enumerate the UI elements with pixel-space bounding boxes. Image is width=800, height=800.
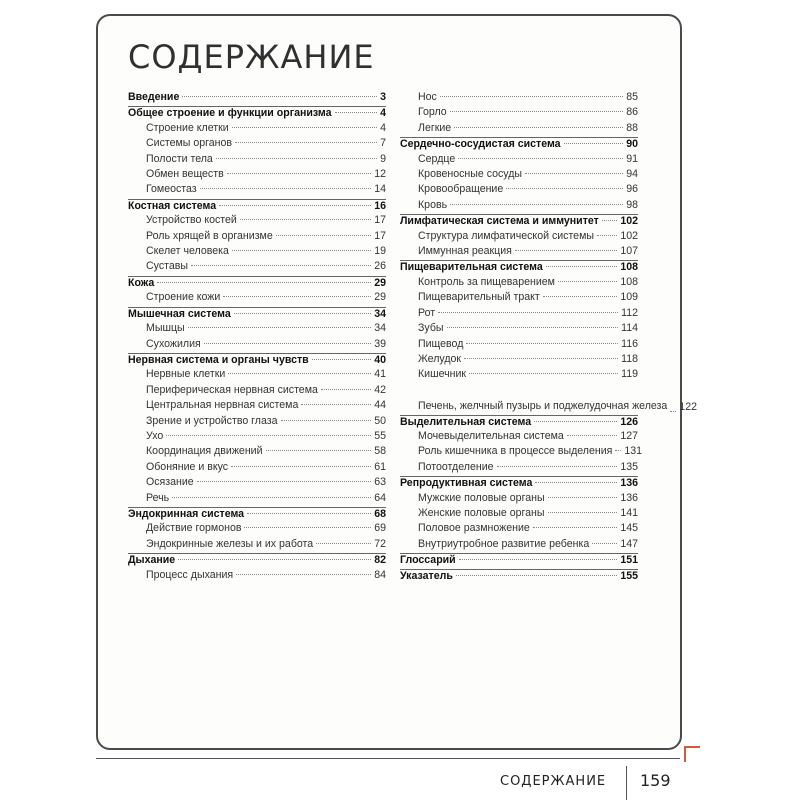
toc-entry-page-number: 122 xyxy=(679,401,697,414)
toc-subsection-entry[interactable] xyxy=(400,307,638,322)
toc-section-entry[interactable] xyxy=(128,276,386,291)
toc-entry-page-number: 112 xyxy=(621,306,638,319)
toc-entry-title: Сухожилия xyxy=(146,337,201,350)
dot-leader xyxy=(497,466,618,467)
toc-entry-page-number: 151 xyxy=(620,554,638,567)
dot-leader xyxy=(469,373,618,374)
toc-entry-title: Мужские половые органы xyxy=(418,491,545,504)
toc-entry-page-number: 126 xyxy=(620,415,638,428)
toc-section-entry[interactable] xyxy=(128,307,386,322)
page-title: СОДЕРЖАНИЕ xyxy=(128,38,375,76)
toc-entry-page-number: 29 xyxy=(374,276,386,289)
dot-leader xyxy=(535,482,617,483)
toc-entry-title: Печень, желчный пузырь и поджелудочная железа xyxy=(418,400,668,413)
toc-entry-title: Процесс дыхания xyxy=(146,568,234,581)
toc-subsection-entry[interactable] xyxy=(400,538,638,553)
toc-entry-page-number: 9 xyxy=(380,152,386,165)
toc-entry-page-number: 72 xyxy=(374,537,386,550)
toc-section-entry[interactable] xyxy=(128,553,386,568)
toc-entry-page-number: 42 xyxy=(374,383,386,396)
toc-entry-title: Роль кишечника в процессе выделения xyxy=(418,445,613,458)
toc-section-entry[interactable] xyxy=(400,553,638,568)
toc-entry-page-number: 135 xyxy=(620,460,638,473)
toc-entry-title: Общее строение и функции организма xyxy=(128,107,332,120)
toc-subsection-entry[interactable] xyxy=(400,106,638,121)
toc-entry-title: Глоссарий xyxy=(400,554,456,567)
toc-entry-title: Легкие xyxy=(418,121,452,134)
toc-entry-title: Кровообращение xyxy=(418,183,504,196)
toc-entry-title: Устройство костей xyxy=(146,214,237,227)
toc-section-entry[interactable] xyxy=(400,569,638,584)
toc-entry-page-number: 155 xyxy=(620,569,638,582)
toc-entry-page-number: 119 xyxy=(621,368,638,381)
dot-leader xyxy=(244,527,371,528)
dot-leader xyxy=(670,411,676,412)
toc-subsection-entry[interactable] xyxy=(400,384,697,415)
dot-leader xyxy=(166,435,371,436)
toc-entry-title: Костная система xyxy=(128,199,217,212)
toc-entry-page-number: 116 xyxy=(621,337,638,350)
toc-entry-title: Строение кожи xyxy=(146,291,221,304)
toc-entry-page-number: 14 xyxy=(374,183,386,196)
toc-entry-title: Репродуктивная система xyxy=(400,477,533,490)
toc-subsection-entry[interactable] xyxy=(128,245,386,260)
toc-section-entry[interactable] xyxy=(128,507,386,522)
toc-entry-title: Пищеварительная система xyxy=(400,261,543,274)
toc-subsection-entry[interactable] xyxy=(128,522,386,537)
footer-page-number: 159 xyxy=(640,771,671,790)
toc-entry-title: Центральная нервная система xyxy=(146,399,299,412)
toc-entry-title: Нос xyxy=(418,91,437,103)
toc-entry-page-number: 136 xyxy=(620,477,638,490)
toc-entry-title: Обмен веществ xyxy=(146,168,224,181)
dot-leader xyxy=(438,312,618,313)
toc-subsection-entry[interactable] xyxy=(400,91,638,106)
toc-entry-page-number: 141 xyxy=(620,506,638,519)
toc-entry-title: Нервная система и органы чувств xyxy=(128,353,309,366)
toc-section-entry[interactable] xyxy=(128,199,386,214)
toc-subsection-entry[interactable] xyxy=(128,214,386,229)
toc-subsection-entry[interactable] xyxy=(400,461,638,476)
toc-entry-page-number: 118 xyxy=(621,352,638,365)
toc-entry-page-number: 17 xyxy=(374,214,386,227)
toc-subsection-entry[interactable] xyxy=(400,338,638,353)
toc-entry-page-number: 58 xyxy=(374,445,386,458)
toc-entry-page-number: 86 xyxy=(626,106,638,119)
toc-subsection-entry[interactable] xyxy=(128,137,386,152)
toc-subsection-entry[interactable] xyxy=(400,368,638,383)
toc-subsection-entry[interactable] xyxy=(128,476,386,491)
toc-subsection-entry[interactable] xyxy=(128,538,386,553)
dot-leader xyxy=(450,204,623,205)
toc-subsection-entry[interactable] xyxy=(128,230,386,245)
toc-entry-title: Осязание xyxy=(146,476,194,489)
dot-leader xyxy=(234,313,371,314)
dot-leader xyxy=(459,559,618,560)
dot-leader xyxy=(232,127,377,128)
toc-subsection-entry[interactable] xyxy=(128,260,386,275)
dot-leader xyxy=(592,543,617,544)
toc-entry-page-number: 34 xyxy=(374,307,386,320)
toc-entry-title: Контроль за пищеварением xyxy=(418,275,555,288)
corner-accent-mark-vertical xyxy=(684,748,686,762)
toc-entry-title: Действие гормонов xyxy=(146,522,242,535)
toc-entry-page-number: 82 xyxy=(374,554,386,567)
dot-leader xyxy=(235,142,377,143)
toc-entry-title: Пищеварительный тракт xyxy=(418,291,540,304)
toc-entry-title: Ухо xyxy=(146,429,164,442)
toc-subsection-entry[interactable] xyxy=(128,338,386,353)
toc-subsection-entry[interactable] xyxy=(128,430,386,445)
toc-entry-title: Пищевод xyxy=(418,337,464,350)
toc-section-entry[interactable] xyxy=(400,214,638,229)
toc-entry-title: Кожа xyxy=(128,276,155,289)
toc-entry-title: Строение клетки xyxy=(146,121,229,134)
dot-leader xyxy=(197,481,372,482)
toc-subsection-entry[interactable] xyxy=(400,291,638,306)
toc-entry-page-number: 55 xyxy=(374,429,386,442)
toc-column-left xyxy=(128,91,386,584)
toc-entry-title: Дыхание xyxy=(128,554,176,567)
toc-section-entry[interactable] xyxy=(128,91,386,106)
toc-subsection-entry[interactable] xyxy=(400,445,643,460)
toc-entry-title: Гомеостаз xyxy=(146,183,197,196)
toc-entry-page-number: 147 xyxy=(620,537,638,550)
toc-entry-page-number: 90 xyxy=(626,138,638,151)
dot-leader xyxy=(188,327,372,328)
toc-entry-title: Речь xyxy=(146,491,170,504)
toc-entry-title: Мочевыделительная система xyxy=(418,429,564,442)
toc-entry-title: Горло xyxy=(418,106,447,119)
toc-entry-page-number: 4 xyxy=(380,121,386,134)
toc-entry-page-number: 4 xyxy=(380,107,386,120)
toc-entry-page-number: 96 xyxy=(626,183,638,196)
dot-leader xyxy=(525,173,623,174)
toc-entry-title: Рот xyxy=(418,306,436,319)
toc-subsection-entry[interactable] xyxy=(128,415,386,430)
dot-leader xyxy=(602,220,617,221)
dot-leader xyxy=(456,575,617,576)
toc-entry-title: Мышечная система xyxy=(128,307,231,320)
toc-entry-page-number: 145 xyxy=(620,522,638,535)
dot-leader xyxy=(615,450,621,451)
toc-section-entry[interactable] xyxy=(128,106,386,121)
toc-subsection-entry[interactable] xyxy=(128,153,386,168)
toc-entry-page-number: 68 xyxy=(374,507,386,520)
toc-subsection-entry[interactable] xyxy=(400,230,638,245)
toc-entry-title: Скелет человека xyxy=(146,245,229,258)
dot-leader xyxy=(558,281,617,282)
footer-section-title: СОДЕРЖАНИЕ xyxy=(500,774,607,789)
toc-column-right xyxy=(400,91,697,584)
toc-entry-page-number: 16 xyxy=(374,199,386,212)
toc-entry-title: Периферическая нервная система xyxy=(146,383,318,396)
dot-leader xyxy=(227,173,371,174)
toc-entry-title: Мышцы xyxy=(146,322,185,335)
toc-subsection-entry[interactable] xyxy=(400,153,638,168)
toc-entry-page-number: 7 xyxy=(380,137,386,150)
toc-section-entry[interactable] xyxy=(400,260,638,275)
dot-leader xyxy=(191,265,371,266)
toc-entry-page-number: 108 xyxy=(620,261,638,274)
dot-leader xyxy=(240,219,371,220)
dot-leader xyxy=(567,435,618,436)
toc-section-entry[interactable] xyxy=(400,137,638,152)
toc-entry-page-number: 69 xyxy=(374,522,386,535)
toc-entry-title: Полости тела xyxy=(146,152,213,165)
toc-entry-page-number: 12 xyxy=(374,168,386,181)
toc-subsection-entry[interactable] xyxy=(400,183,638,198)
dot-leader xyxy=(335,112,378,113)
dot-leader xyxy=(321,389,371,390)
toc-entry-page-number: 64 xyxy=(374,491,386,504)
toc-entry-title: Эндокринные железы и их работа xyxy=(146,537,314,550)
toc-entry-page-number: 114 xyxy=(621,322,638,335)
toc-subsection-entry[interactable] xyxy=(128,168,386,183)
toc-subsection-entry[interactable] xyxy=(400,122,638,137)
toc-entry-title: Выделительная система xyxy=(400,415,532,428)
toc-subsection-entry[interactable] xyxy=(400,353,638,368)
toc-subsection-entry[interactable] xyxy=(400,507,638,522)
dot-leader xyxy=(447,327,619,328)
toc-entry-title: Внутриутробное развитие ребенка xyxy=(418,537,590,550)
dot-leader xyxy=(548,512,618,513)
toc-subsection-entry[interactable] xyxy=(400,430,638,445)
toc-subsection-entry[interactable] xyxy=(400,492,638,507)
toc-entry-title: Роль хрящей в организме xyxy=(146,229,273,242)
dot-leader xyxy=(458,158,623,159)
toc-entry-page-number: 3 xyxy=(380,91,386,103)
dot-leader xyxy=(316,543,371,544)
dot-leader xyxy=(219,205,371,206)
toc-entry-page-number: 29 xyxy=(374,291,386,304)
footer-divider xyxy=(626,766,627,800)
dot-leader xyxy=(454,127,623,128)
dot-leader xyxy=(440,96,623,97)
toc-entry-title: Лимфатическая система и иммунитет xyxy=(400,215,599,228)
corner-accent-mark xyxy=(684,746,700,748)
toc-entry-title: Желудок xyxy=(418,352,462,365)
toc-subsection-entry[interactable] xyxy=(128,368,386,383)
toc-entry-page-number: 50 xyxy=(374,414,386,427)
toc-entry-title: Введение xyxy=(128,91,180,103)
toc-entry-title: Координация движений xyxy=(146,445,263,458)
toc-entry-title: Сердце xyxy=(418,152,456,165)
toc-subsection-entry[interactable] xyxy=(128,492,386,507)
toc-entry-page-number: 44 xyxy=(374,399,386,412)
dot-leader xyxy=(534,421,617,422)
dot-leader xyxy=(564,143,624,144)
toc-subsection-entry[interactable] xyxy=(400,199,638,214)
toc-entry-page-number: 61 xyxy=(374,460,386,473)
toc-entry-page-number: 102 xyxy=(620,229,638,242)
dot-leader xyxy=(597,235,617,236)
toc-entry-title: Указатель xyxy=(400,569,453,582)
toc-entry-title: Обоняние и вкус xyxy=(146,460,229,473)
toc-entry-page-number: 131 xyxy=(624,445,643,458)
toc-entry-page-number: 98 xyxy=(626,198,638,211)
toc-entry-page-number: 17 xyxy=(374,229,386,242)
dot-leader xyxy=(543,296,618,297)
dot-leader xyxy=(276,235,371,236)
dot-leader xyxy=(533,527,618,528)
toc-entry-page-number: 88 xyxy=(626,121,638,134)
toc-subsection-entry[interactable] xyxy=(400,322,638,337)
dot-leader xyxy=(546,266,618,267)
toc-entry-title: Системы органов xyxy=(146,137,233,150)
dot-leader xyxy=(247,513,371,514)
toc-entry-page-number: 85 xyxy=(626,91,638,103)
toc-entry-page-number: 84 xyxy=(374,568,386,581)
toc-entry-title: Кровеносные сосуды xyxy=(418,168,523,181)
dot-leader xyxy=(157,282,371,283)
toc-entry-title: Сердечно-сосудистая система xyxy=(400,138,561,151)
dot-leader xyxy=(281,420,372,421)
toc-entry-title: Иммунная реакция xyxy=(418,245,512,258)
toc-section-entry[interactable] xyxy=(400,415,638,430)
dot-leader xyxy=(312,359,372,360)
toc-entry-page-number: 136 xyxy=(620,491,638,504)
toc-entry-title: Потоотделение xyxy=(418,460,494,473)
dot-leader xyxy=(182,96,377,97)
toc-entry-page-number: 39 xyxy=(374,337,386,350)
toc-entry-page-number: 63 xyxy=(374,476,386,489)
toc-section-entry[interactable] xyxy=(400,476,638,491)
toc-entry-page-number: 102 xyxy=(620,215,638,228)
toc-subsection-entry[interactable] xyxy=(128,183,386,198)
dot-leader xyxy=(223,296,371,297)
dot-leader xyxy=(172,497,371,498)
toc-entry-page-number: 108 xyxy=(620,275,638,288)
toc-subsection-entry[interactable] xyxy=(400,168,638,183)
dot-leader xyxy=(200,188,372,189)
footer-rule xyxy=(96,758,680,759)
dot-leader xyxy=(228,373,371,374)
dot-leader xyxy=(548,497,618,498)
toc-subsection-entry[interactable] xyxy=(128,569,386,584)
dot-leader xyxy=(204,343,371,344)
toc-entry-title: Суставы xyxy=(146,260,188,273)
toc-subsection-entry[interactable] xyxy=(400,522,638,537)
toc-subsection-entry[interactable] xyxy=(128,461,386,476)
toc-entry-title: Эндокринная система xyxy=(128,507,245,520)
toc-subsection-entry[interactable] xyxy=(400,245,638,260)
toc-entry-page-number: 19 xyxy=(374,245,386,258)
dot-leader xyxy=(232,250,371,251)
dot-leader xyxy=(466,343,618,344)
dot-leader xyxy=(266,450,372,451)
toc-subsection-entry[interactable] xyxy=(128,445,386,460)
toc-entry-title: Кровь xyxy=(418,198,448,211)
toc-entry-page-number: 107 xyxy=(620,245,638,258)
toc-entry-page-number: 41 xyxy=(374,368,386,381)
toc-subsection-entry[interactable] xyxy=(128,399,386,414)
toc-subsection-entry[interactable] xyxy=(128,322,386,337)
toc-subsection-entry[interactable] xyxy=(128,291,386,306)
toc-entry-page-number: 40 xyxy=(374,353,386,366)
dot-leader xyxy=(231,466,371,467)
toc-entry-page-number: 91 xyxy=(626,152,638,165)
toc-entry-page-number: 34 xyxy=(374,322,386,335)
toc-subsection-entry[interactable] xyxy=(128,122,386,137)
dot-leader xyxy=(236,574,371,575)
toc-entry-title: Кишечник xyxy=(418,368,467,381)
toc-entry-page-number: 94 xyxy=(626,168,638,181)
toc-entry-title: Зрение и устройство глаза xyxy=(146,414,278,427)
toc-entry-page-number: 26 xyxy=(374,260,386,273)
toc-entry-title: Половое размножение xyxy=(418,522,530,535)
dot-leader xyxy=(178,559,371,560)
dot-leader xyxy=(450,111,624,112)
dot-leader xyxy=(506,188,623,189)
toc-section-entry[interactable] xyxy=(128,353,386,368)
toc-entry-page-number: 127 xyxy=(620,429,638,442)
dot-leader xyxy=(301,404,371,405)
toc-entry-title: Женские половые органы xyxy=(418,506,545,519)
dot-leader xyxy=(515,250,617,251)
dot-leader xyxy=(464,358,618,359)
dot-leader xyxy=(216,158,377,159)
toc-entry-title: Структура лимфатической системы xyxy=(418,229,594,242)
toc-subsection-entry[interactable] xyxy=(128,384,386,399)
toc-entry-page-number: 109 xyxy=(620,291,638,304)
toc-entry-title: Зубы xyxy=(418,322,444,335)
toc-entry-title: Нервные клетки xyxy=(146,368,226,381)
toc-subsection-entry[interactable] xyxy=(400,276,638,291)
